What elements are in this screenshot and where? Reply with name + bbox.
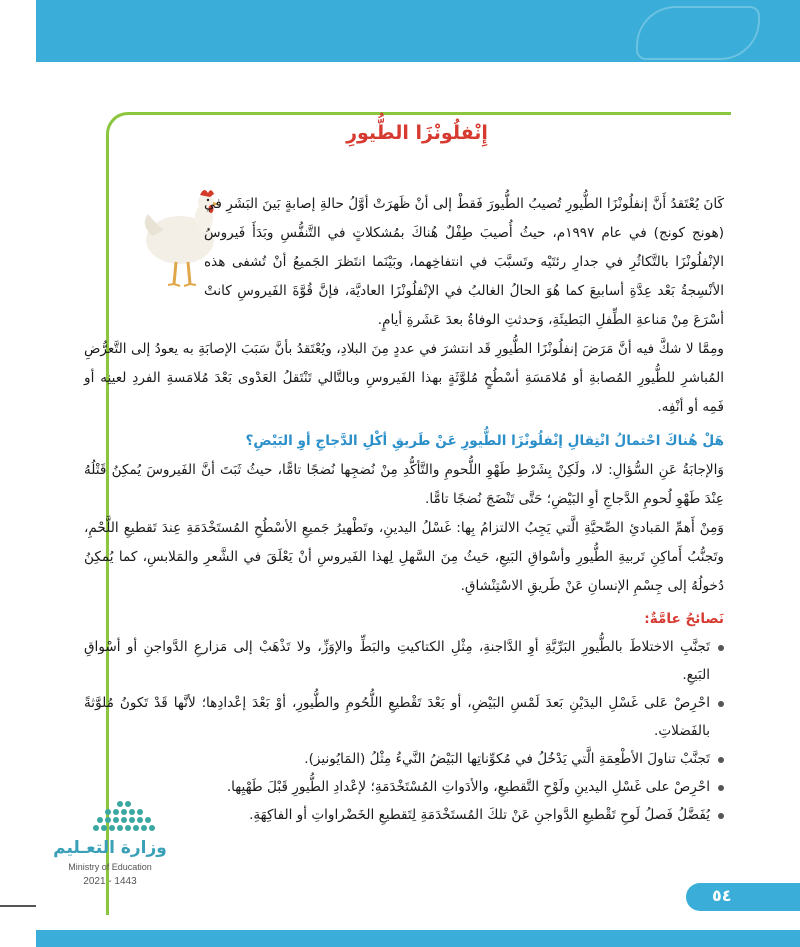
ministry-year: 2021 - 1443	[83, 876, 137, 887]
page-number-tab	[686, 883, 800, 911]
intro-paragraph-1: كَانَ يُعْتَقدُ أَنَّ إنفلُونْزَا الطُّيورِ تُصيبُ الطُّيورَ فَقطْ إلى أنْ ظَهرَتْ أوَّلُ حالةِ إصابةٍ بَينَ البَشَرِ في (هونج كونج) في عام ١٩٩٧م، حيثُ أُصيبَ طِفْلٌ هُناكَ بمُشكلاتٍ في التَّنفُّسِ وبَدَأَ فَيروسُ الإنْفلُونْزَا بالتَّكاثُرِ في جدارِ رئتَيْه وتَسبَّبَ في انتفاخِهما، وبَيْنَما انتَظرَ الجَميعُ أنْ تُشفى هذه الأنْسِجةُ بَعْد عِدَّةِ أسابيعَ كما هُوَ الحالُ الغالبُ في الإنْفلُونْزَا العاديَّة، فإنَّ قُوَّةَ الفَيروسِ كانتْ أسْرَعَ مِنْ مَناعةِ الطِّفلِ البَطيئَةِ، وَحدثتِ الوفاةُ بعدَ عَشَرةِ أيامٍ.	[204, 196, 724, 328]
tip-item: احْرِصْ عَلى غَسْلِ اليدَيْنِ بَعدَ لَمْسِ البَيْضِ، أو بَعْدَ تَقْطيعِ اللُّحُومِ والطُّيورِ، أوْ بَعْدَ إعْدادِها؛ لأنَّها قَدْ تَكونُ مُلوَّثةً بالفَضلاتِ.	[84, 689, 724, 745]
band-ornament	[636, 6, 760, 60]
tips-heading: نَصائحُ عامَّةٌ:	[644, 611, 724, 627]
tip-item: يُفَضَّلُ فَصلُ لَوحِ تَقْطيعِ الدَّواجنِ عَنْ تلكَ المُستَخْدَمَةِ لِتَقطيعِ الخَضْراواتِ أو الفاكِهَةِ.	[84, 801, 724, 829]
ministry-name-ar: وزارة التعـليم	[53, 838, 167, 858]
answer-paragraph-2: وَمِنْ أَهمِّ المَبادئِ الصِّحيَّةِ الَّتي يَجِبُ الالتزامُ بِها: غَسْلُ اليدينِ، وتَطْهيرُ جَميعِ الأسْطُحِ المُستَخْدَمَةِ عِندَ تَقطيعِ اللَّحْمِ، وتَجنُّبُ أَماكِنِ تَربيةِ الطُّيورِ وأسْواقِ البَيعِ، حَيثُ مِنَ السَّهلِ لِهذا الفَيروسِ أنْ يَعْلَقَ في الشَّعرِ والمَلابسِ، كما يُمكِنُ دُخولُهُ إلى جِسْمِ الإنسانِ عَنْ طَريقِ الاسْتِنْشاقِ.	[84, 520, 724, 594]
tip-item: احْرِصْ على غَسْلِ اليدينِ ولَوْحِ التَّقطيعِ، والأدَواتِ المُسْتَخْدَمَةِ؛ لإعْدادِ الطُّيورِ قَبْلَ طَهْيِها.	[84, 773, 724, 801]
ministry-logo	[50, 798, 170, 898]
page-number: ٥٤	[712, 886, 732, 905]
top-decorative-band	[36, 0, 800, 62]
intro-paragraph-2: ومِمَّا لا شكَّ فيه أنَّ مَرَضَ إنفلُونْزَا الطُّيورِ قَد انتشرَ في عددٍ مِنَ البلادِ، ويُعْتَقدُ بأنَّ سَبَبَ الإصابَةِ به يعودُ إلى التَّعرُّضِ المُباشرِ للطُّيورِ المُصابةِ أو مُلامَسَةِ أسْطُحٍ مُلوَّثَةٍ بهذا الفَيروسِ وبالتَّالي تَنْتَقلُ العَدْوى بَعْدَ مُلامَسةِ الفردِ لعينِه أو فَمِه أو أنْفِه.	[84, 341, 724, 415]
question-heading: هَلْ هُناكَ احْتمالُ انْتِقالِ إنْفلُونْزَا الطُّيورِ عَنْ طَريقِ أكْلِ الدَّجاجِ أوِ البَيْضِ؟	[245, 433, 724, 449]
ministry-logo-dots	[90, 798, 160, 834]
tip-item: تَجنَّبِ الاختلاطَ بالطُّيورِ البَرِّيَّةِ أوِ الدَّاجنةِ، مِثْلِ الكتاكيتِ والبَطِّ والإوَزِّ، ولا تَذْهَبْ إلى مَزارعِ الدَّواجنِ أو أسْواقِ البَيعِ.	[84, 633, 724, 689]
crop-mark-left	[0, 905, 36, 907]
answer-paragraph-1: وَالإجابَةُ عَنِ السُّؤالِ: لا، ولَكِنْ بِشَرْطِ طَهْوِ اللُّحومِ والتَّأكُّدِ مِنْ نُضجِها نُضجًا تامًّا، حيثُ ثَبَتَ أنَّ الفَيروسَ يُمكِنُ قَتْلُهُ عِنْدَ طَهْوِ لُحومِ الدَّجاجِ أوِ البَيْضِ؛ حَتَّى تَنْضَجَ نُضجًا تامًّا.	[84, 462, 724, 507]
tips-list	[84, 633, 724, 829]
bottom-decorative-band	[36, 930, 800, 947]
ministry-name-en: Ministry of Education	[68, 862, 152, 872]
page-title: إِنْفلُونْزَا الطُّيورِ	[346, 122, 488, 144]
lesson-content	[84, 190, 724, 829]
tip-item: تَجنَّبْ تناولَ الأطْعِمَةِ الَّتي يَدْخُلُ في مُكوِّناتِها البَيْضُ النَّيءُ مِثْلُ (المَايُونيز).	[84, 745, 724, 773]
